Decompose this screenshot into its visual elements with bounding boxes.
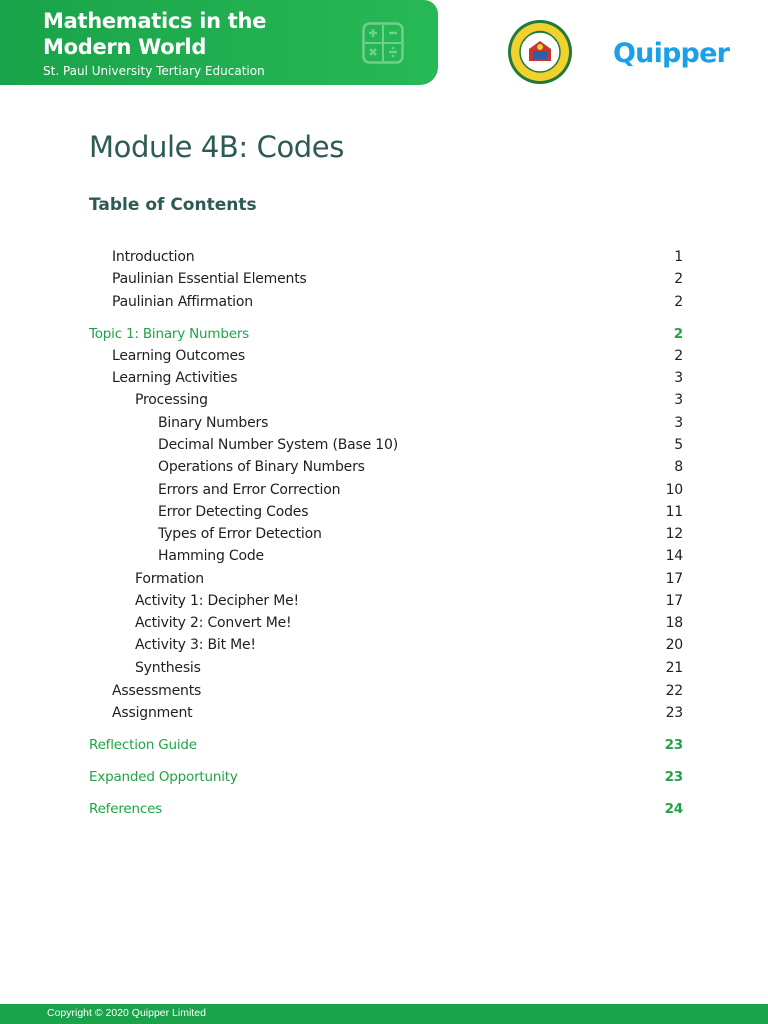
toc-entry-page: 2	[673, 326, 683, 342]
toc-entry[interactable]	[135, 635, 683, 655]
toc-entry-label: References	[89, 801, 163, 817]
toc-entry-page: 14	[665, 548, 683, 564]
toc-heading: Table of Contents	[89, 195, 257, 215]
toc-entry-label: Paulinian Essential Elements	[112, 271, 307, 287]
footer-bar	[0, 1004, 768, 1024]
toc-entry-label: Formation	[135, 571, 204, 587]
toc-entry-page: 23	[664, 769, 683, 785]
toc-entry-page: 3	[674, 370, 683, 386]
institution-name: St. Paul University Tertiary Education	[43, 64, 265, 78]
toc-entry-label: Types of Error Detection	[158, 526, 322, 542]
toc-entry[interactable]	[135, 569, 683, 589]
toc-entry[interactable]	[158, 435, 683, 455]
toc-entry-label: Learning Activities	[112, 370, 238, 386]
copyright-text: Copyright © 2020 Quipper Limited	[47, 1007, 206, 1019]
toc-entry-label: Paulinian Affirmation	[112, 294, 253, 310]
toc-entry-page: 23	[665, 705, 683, 721]
toc-entry-label: Error Detecting Codes	[158, 504, 309, 520]
toc-entry-label: Reflection Guide	[89, 737, 197, 753]
toc-entry[interactable]	[89, 735, 683, 755]
toc-entry[interactable]	[158, 546, 683, 566]
toc-entry-label: Activity 3: Bit Me!	[135, 637, 256, 653]
toc-entry-label: Operations of Binary Numbers	[158, 459, 365, 475]
toc-entry-label: Assessments	[112, 683, 202, 699]
toc-entry-page: 18	[665, 615, 683, 631]
toc-entry-page: 11	[665, 504, 683, 520]
toc-entry[interactable]	[135, 390, 683, 410]
toc-entry-page: 1	[674, 249, 683, 265]
toc-entry-page: 12	[665, 526, 683, 542]
toc-entry-page: 17	[665, 571, 683, 587]
toc-entry-label: Activity 1: Decipher Me!	[135, 593, 299, 609]
toc-entry-page: 2	[674, 294, 683, 310]
toc-entry[interactable]	[158, 480, 683, 500]
toc-entry-page: 3	[674, 392, 683, 408]
quipper-logo: Quipper	[613, 38, 730, 69]
toc-entry-page: 2	[674, 348, 683, 364]
toc-entry-page: 2	[674, 271, 683, 287]
toc-entry[interactable]	[158, 502, 683, 522]
toc-entry[interactable]	[112, 269, 683, 289]
toc-entry-page: 10	[665, 482, 683, 498]
toc-entry[interactable]	[112, 292, 683, 312]
toc-entry-label: Activity 2: Convert Me!	[135, 615, 292, 631]
toc-entry[interactable]	[112, 247, 683, 267]
toc-entry[interactable]	[158, 413, 683, 433]
toc-entry-page: 17	[665, 593, 683, 609]
toc-entry-label: Expanded Opportunity	[89, 769, 238, 785]
toc-entry-label: Learning Outcomes	[112, 348, 246, 364]
toc-entry[interactable]	[135, 613, 683, 633]
toc-entry[interactable]	[89, 324, 683, 344]
toc-entry[interactable]	[112, 368, 683, 388]
toc-entry-page: 24	[664, 801, 683, 817]
toc-entry-label: Processing	[135, 392, 208, 408]
toc-entry[interactable]	[89, 767, 683, 787]
toc-entry[interactable]	[89, 799, 683, 819]
toc-entry-label: Synthesis	[135, 660, 201, 676]
toc-entry-page: 8	[674, 459, 683, 475]
toc-entry-label: Errors and Error Correction	[158, 482, 341, 498]
toc-entry[interactable]	[135, 658, 683, 678]
toc-entry[interactable]	[112, 346, 683, 366]
toc-entry[interactable]	[135, 591, 683, 611]
toc-entry-page: 3	[674, 415, 683, 431]
toc-entry-label: Hamming Code	[158, 548, 264, 564]
toc-entry-label: Binary Numbers	[158, 415, 269, 431]
toc-entry-label: Assignment	[112, 705, 193, 721]
toc-entry[interactable]	[112, 703, 683, 723]
toc-entry-page: 22	[665, 683, 683, 699]
toc-entry-label: Introduction	[112, 249, 195, 265]
toc-entry[interactable]	[112, 681, 683, 701]
course-title-line1: Mathematics in the	[43, 9, 267, 33]
toc-entry-label: Decimal Number System (Base 10)	[158, 437, 398, 453]
toc-entry-label: Topic 1: Binary Numbers	[89, 326, 250, 342]
toc-entry[interactable]	[158, 524, 683, 544]
toc-entry-page: 21	[665, 660, 683, 676]
toc-entry-page: 5	[674, 437, 683, 453]
course-title-line2: Modern World	[43, 35, 207, 59]
toc-entry[interactable]	[158, 457, 683, 477]
toc-entry-page: 23	[664, 737, 683, 753]
toc-entry-page: 20	[665, 637, 683, 653]
module-title: Module 4B: Codes	[89, 130, 344, 164]
